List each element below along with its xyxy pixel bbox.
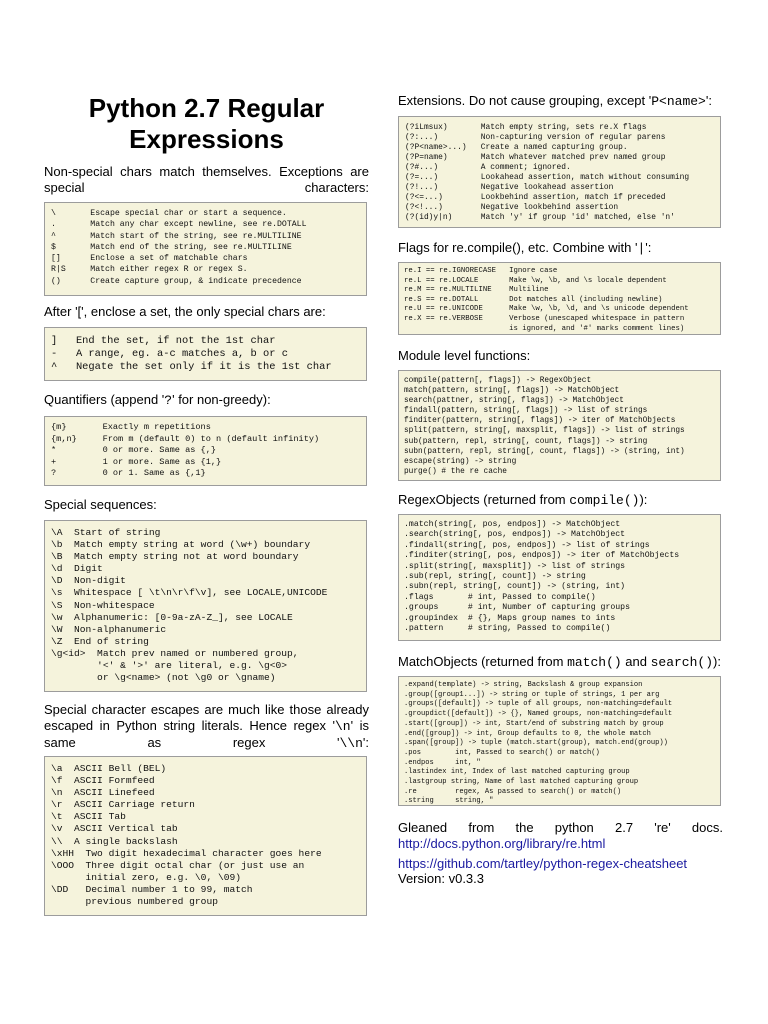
regex-heading-code: compile() xyxy=(569,493,640,508)
extensions-code: (?iLmsux) Match empty string, sets re.X flags (?:...) Non-capturing version of regular parens (?P<name>...) Create a named capturing group. (?P=name) Match whatever matched prev named group (?#...) A comment; ignored. (?=...) Lookahead assertion, match without consuming (?!...) Negative lookahead assertion (?<=...) Lookbehind assertion, match if preceded (?<!...) Negative lookbehind assertion (?(id)y|n) Match 'y' if group 'id' matched, else 'n' xyxy=(405,123,690,222)
footer-gleaned: Gleaned from the python 2.7 're' docs. xyxy=(398,820,723,835)
special-chars-code: \ Escape special char or start a sequence. . Match any char except newline, see re.DOTALL ^ Match start of the string, see re.MULTILINE $ Match end of the string, see re.MULTILINE [] Enclose a set of matchable chars R|S Match either regex R or regex S. () Create capture group, & indicate precedence xyxy=(51,209,307,286)
set-chars-box xyxy=(44,327,367,381)
set-heading: After '[', enclose a set, the only special chars are: xyxy=(44,304,326,319)
extensions-heading xyxy=(398,93,723,110)
escapes-intro-text-3: ': xyxy=(362,735,369,750)
escapes-intro xyxy=(44,702,369,752)
quantifiers-heading-text-end: ' for non-greedy): xyxy=(172,392,271,407)
match-objects-code: .expand(template) -> string, Backslash & group expansion .group([group1...]) -> string or tuple of strings, 1 per arg .groups([default]) -> tuple of all groups, non-matching=default .groupdict([default]) -> {}, Named groups, non-matching=default .start([group]) -> int, Start/end of substring match by group .end([group]) -> int, Group defaults to 0, the whole match .span([group]) -> tuple (match.start(group), match.end(group)) .pos int, Passed to search() or match() .endpos int, " .lastindex int, Index of last matched capturing group .lastgroup string, Name of last matched capturing group .re regex, As passed to search() or match() .string string, " xyxy=(404,681,673,806)
page-title: Python 2.7 Regular Expressions xyxy=(88,93,325,154)
flags-code: re.I == re.IGNORECASE Ignore case re.L == re.LOCALE Make \w, \b, and \s locale dependent re.M == re.MULTILINE Multiline re.S == re.DOTALL Dot matches all (including newline) re.U == re.UNICODE Make \w, \b, \d, and \s unicode dependent re.X == re.VERBOSE Verbose (unescaped whitespace in pattern is ignored, and '#' marks comment lines) xyxy=(404,267,689,333)
extensions-heading-text-end: ': xyxy=(705,93,712,108)
match-heading-code-2: search() xyxy=(650,655,714,670)
flags-heading-text: Flags for re.compile(), etc. Combine with ' xyxy=(398,240,638,255)
module-code: compile(pattern[, flags]) -> RegexObject match(pattern, string[, flags]) -> MatchObject search(pattner, string[, flags]) -> MatchObject findall(pattern, string[, flags]) -> list of strings finditer(pattern, string[, flags]) -> iter of MatchObjects split(pattern, string[, maxsplit, flags]) -> list of strings sub(pattern, repl, string[, count, flags]) -> string subn(pattern, repl, string[, count, flags]) -> (string, int) escape(string) -> string purge() # the re cache xyxy=(404,377,685,476)
extensions-heading-text: Extensions. Do not cause grouping, except ' xyxy=(398,93,652,108)
sequences-code: \A Start of string \b Match empty string at word (\w+) boundary \B Match empty string not at word boundary \d Digit \D Non-digit \s Whitespace [ \t\n\r\f\v], see LOCALE,UNICODE \S Non-whitespace \w Alphanumeric: [0-9a-zA-Z_], see LOCALE \W Non-alphanumeric \Z End of string \g<id> Match prev named or numbered group, '<' & '>' are literal, e.g. \g<0> or \g<name> (not \g0 or \gname) xyxy=(51,527,328,684)
version-text: Version: v0.3.3 xyxy=(398,871,484,886)
flags-heading xyxy=(398,240,723,257)
regex-objects-box xyxy=(398,514,721,641)
match-heading-text: MatchObjects (returned from xyxy=(398,654,568,669)
regex-heading-text-end: ): xyxy=(639,492,648,507)
sequences-heading: Special sequences: xyxy=(44,497,157,512)
escapes-intro-code-1: \n xyxy=(334,719,351,734)
quantifiers-heading-code: ? xyxy=(164,393,173,408)
match-heading-code-1: match() xyxy=(567,655,622,670)
regex-heading-text: RegexObjects (returned from xyxy=(398,492,570,507)
quantifiers-box xyxy=(44,416,367,486)
quantifiers-code: {m} Exactly m repetitions {m,n} From m (default 0) to n (default infinity) * 0 or more. Same as {,} + 1 or more. Same as {1,} ? 0 or 1. Same as {,1} xyxy=(51,422,320,479)
match-heading xyxy=(398,654,723,671)
match-objects-box xyxy=(398,676,721,806)
module-box xyxy=(398,370,721,481)
escapes-intro-text-2: ' is same as regex ' xyxy=(44,718,369,750)
extensions-heading-code: P<name> xyxy=(651,94,706,109)
special-chars-box xyxy=(44,202,367,296)
regex-objects-code: .match(string[, pos, endpos]) -> MatchObject .search(string[, pos, endpos]) -> MatchObject .findall(string[, pos, endpos]) -> list of strings .finditer(string[, pos, endpos]) -> iter of MatchObjects .split(string[, maxsplit]) -> list of strings .sub(repl, string[, count]) -> string .subn(repl, string[, count]) -> (string, int) .flags # int, Passed to compile() .groups # int, Number of capturing groups .groupindex # {}, Maps group names to ints .pattern # string, Passed to compile() xyxy=(404,520,680,634)
escapes-code: \a ASCII Bell (BEL) \f ASCII Formfeed \n ASCII Linefeed \r ASCII Carriage return \t ASCII Tab \v ASCII Vertical tab \\ A single backslash \xHH Two digit hexadecimal character goes here \OOO Three digit octal char (or just use an initial zero, e.g. \0, \09) \DD Decimal number 1 to 99, match previous numbered group xyxy=(51,763,322,908)
quantifiers-heading xyxy=(44,392,369,409)
extensions-box xyxy=(398,116,721,228)
escapes-intro-code-2: \\n xyxy=(339,736,363,751)
regex-heading xyxy=(398,492,723,509)
quantifiers-heading-text: Quantifiers (append ' xyxy=(44,392,165,407)
escapes-intro-text: Special character escapes are much like those already escaped in Python string literals. Hence regex ' xyxy=(44,702,369,733)
set-chars-code: ] End the set, if not the 1st char - A range, eg. a-c matches a, b or c ^ Negate the set only if it is the 1st char xyxy=(51,335,332,373)
module-heading: Module level functions: xyxy=(398,348,531,363)
match-heading-text-end: ): xyxy=(713,654,721,669)
flags-heading-code: | xyxy=(637,241,646,256)
docs-link[interactable]: http://docs.python.org/library/re.html xyxy=(398,836,606,851)
escapes-box xyxy=(44,756,367,916)
sequences-box xyxy=(44,520,367,692)
flags-box xyxy=(398,262,721,335)
flags-heading-text-end: ': xyxy=(645,240,652,255)
match-heading-text-mid: and xyxy=(621,654,651,669)
intro-text: Non-special chars match themselves. Exceptions are special characters: xyxy=(44,164,369,195)
github-link[interactable]: https://github.com/tartley/python-regex-cheatsheet xyxy=(398,856,688,871)
